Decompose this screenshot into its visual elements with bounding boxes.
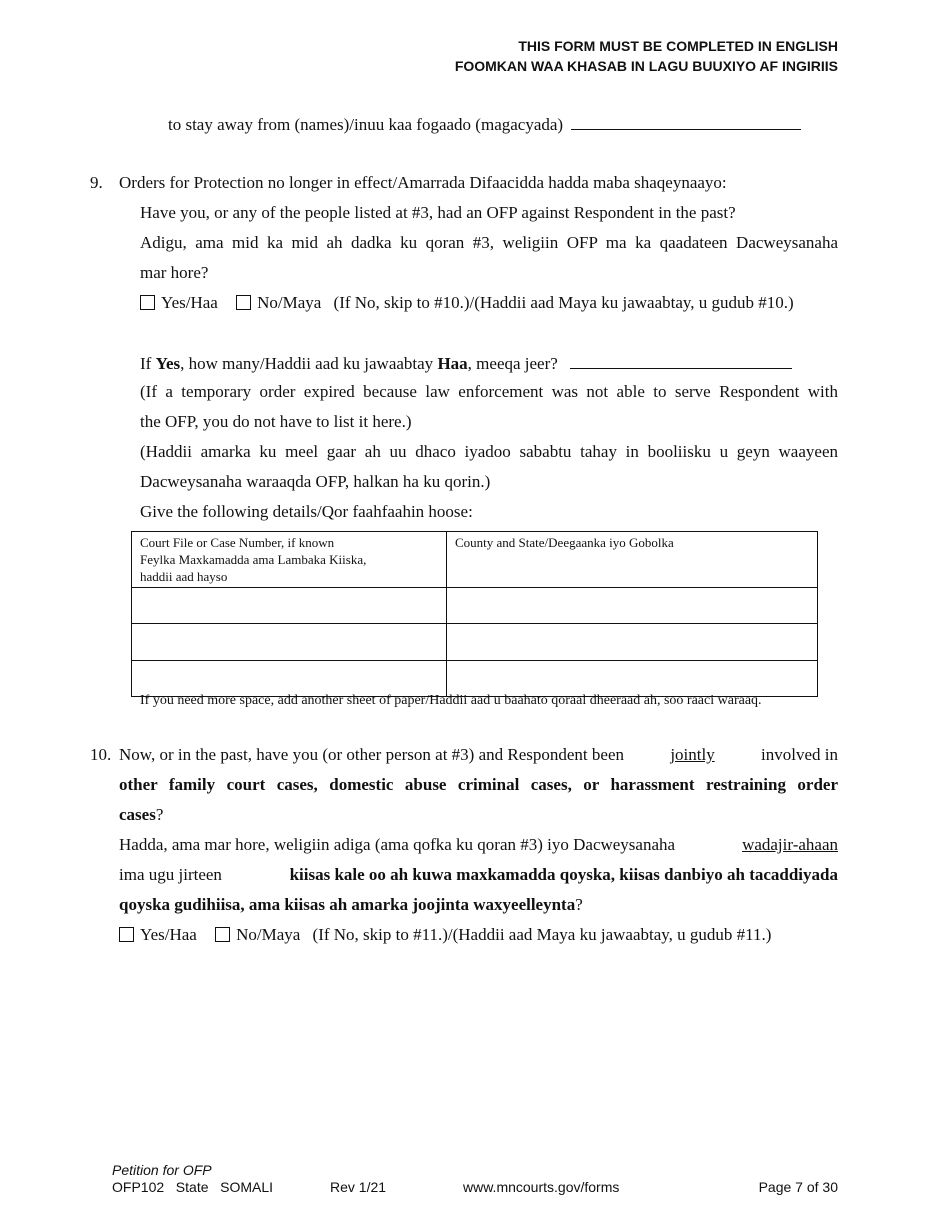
q9-skip-note: (If No, skip to #10.)/(Haddii aad Maya ku jawaabtay, u gudub #10.) — [333, 293, 794, 312]
footer-page-number: Page 7 of 30 — [758, 1179, 838, 1195]
prior-ofp-table — [131, 531, 818, 697]
header-line-somali: FOOMKAN WAA KHASAB IN LAGU BUUXIYO AF INGIRIIS — [454, 58, 838, 74]
case-number-header-line1: Court File or Case Number, if known — [140, 535, 335, 550]
q10-somali-part2: ima ugu jirteen — [119, 865, 222, 884]
q9-question-somali-line2: mar hore? — [140, 263, 209, 282]
footer-revision: Rev 1/21 — [330, 1179, 387, 1195]
q9-haa: Haa — [437, 354, 468, 373]
q9-if-yes: Yes — [155, 354, 181, 373]
q10-yes-label: Yes/Haa — [140, 925, 197, 944]
footer-form-title: Petition for OFP — [112, 1162, 212, 1178]
q10-english-part1: Now, or in the past, have you (or other person at #3) and Respondent been — [119, 745, 624, 764]
q9-yes-checkbox[interactable] — [140, 295, 155, 310]
q9-yes-label: Yes/Haa — [161, 293, 218, 312]
q9-yes-no-row — [140, 292, 794, 314]
county-state-cell[interactable] — [447, 624, 818, 661]
county-state-header: County and State/Deegaanka iyo Gobolka — [447, 532, 818, 588]
q9-how-many-field[interactable] — [570, 351, 792, 369]
q10-somali-line1 — [119, 834, 838, 856]
q9-more-space-note: If you need more space, add another sheet of paper/Haddii aad u baahato qoraal dheeraad ah, soo raaci waraaq. — [140, 693, 762, 708]
q10-yes-no-row — [119, 924, 771, 946]
q9-no-checkbox[interactable] — [236, 295, 251, 310]
q9-how-many-text: , how many/Haddii aad ku jawaabtay — [180, 354, 434, 373]
stay-away-line — [168, 112, 801, 136]
q10-english-qmark: ? — [155, 805, 164, 824]
q9-title: Orders for Protection no longer in effect/Amarrada Difaacidda hadda maba shaqeynaayo: — [119, 173, 727, 192]
case-number-cell[interactable] — [132, 588, 447, 624]
q9-temp-somali-line2: Dacweysanaha waraaqda OFP, halkan ha ku qorin.) — [140, 472, 491, 491]
q10-english-line3 — [119, 804, 163, 826]
q10-english-line1 — [119, 744, 838, 766]
table-header-row — [132, 532, 818, 588]
q10-somali-qmark: ? — [575, 895, 583, 914]
case-number-cell[interactable] — [132, 624, 447, 661]
q9-how-many-line — [140, 351, 792, 375]
q9-if-prefix: If — [140, 354, 152, 373]
q9-question-somali-line1: Adigu, ama mid ka mid ah dadka ku qoran #3, weligiin OFP ma ka qaadateen Dacweysanaha — [140, 233, 838, 252]
q10-english-bold-cases: cases — [119, 805, 156, 824]
q9-meeqa: , meeqa jeer? — [467, 354, 558, 373]
q9-no-label: No/Maya — [257, 293, 322, 312]
q10-skip-note: (If No, skip to #11.)/(Haddii aad Maya ku jawaabtay, u gudub #11.) — [312, 925, 772, 944]
q9-details-label: Give the following details/Qor faahfaahin hoose: — [140, 502, 473, 521]
q9-question-english: Have you, or any of the people listed at #3, had an OFP against Respondent in the past? — [140, 203, 736, 222]
q10-somali-bold-line3: qoyska gudihiisa, ama kiisas ah amarka joojinta waxyeelleynta — [119, 895, 576, 914]
table-row — [132, 588, 818, 624]
q10-yes-checkbox[interactable] — [119, 927, 134, 942]
county-state-cell[interactable] — [447, 588, 818, 624]
q9-number: 9. — [90, 173, 103, 192]
q10-somali-part1: Hadda, ama mar hore, weligiin adiga (ama qofka ku qoran #3) iyo Dacweysanaha — [119, 835, 676, 854]
q10-english-part2: involved in — [761, 745, 838, 764]
footer-form-code: OFP102 State SOMALI — [112, 1179, 274, 1195]
q10-wadajir: wadajir-ahaan — [742, 835, 838, 854]
footer-url[interactable]: www.mncourts.gov/forms — [463, 1179, 620, 1195]
q10-no-checkbox[interactable] — [215, 927, 230, 942]
case-number-header — [132, 532, 447, 588]
q9-temp-note-line2: the OFP, you do not have to list it here.) — [140, 412, 412, 431]
form-header — [455, 36, 838, 76]
q10-english-bold-line1: other family court cases, domestic abuse criminal cases, or harassment restraining order — [119, 775, 838, 794]
table-row — [132, 624, 818, 661]
q10-somali-bold-line2: kiisas kale oo ah kuwa maxkamadda qoyska, kiisas danbiyo ah tacaddiyada — [289, 865, 838, 884]
case-number-header-line2: Feylka Maxkamadda ama Lambaka Kiiska, — [140, 552, 367, 567]
header-line-english: THIS FORM MUST BE COMPLETED IN ENGLISH — [518, 38, 838, 54]
q10-no-label: No/Maya — [236, 925, 301, 944]
case-number-header-line3: haddii aad hayso — [140, 569, 228, 584]
q9-temp-note-line1: (If a temporary order expired because law enforcement was not able to serve Respondent with — [140, 382, 838, 401]
q10-somali-line2 — [119, 864, 838, 886]
q10-somali-line3 — [119, 894, 583, 916]
q10-number: 10. — [90, 745, 112, 764]
q9-temp-somali-line1: (Haddii amarka ku meel gaar ah uu dhaco iyadoo sababtu tahay in booliisku u geyn waayeen — [140, 442, 838, 461]
stay-away-label: to stay away from (names)/inuu kaa fogaado (magacyada) — [168, 115, 564, 134]
q10-jointly: jointly — [670, 745, 715, 764]
stay-away-names-field[interactable] — [571, 112, 801, 130]
